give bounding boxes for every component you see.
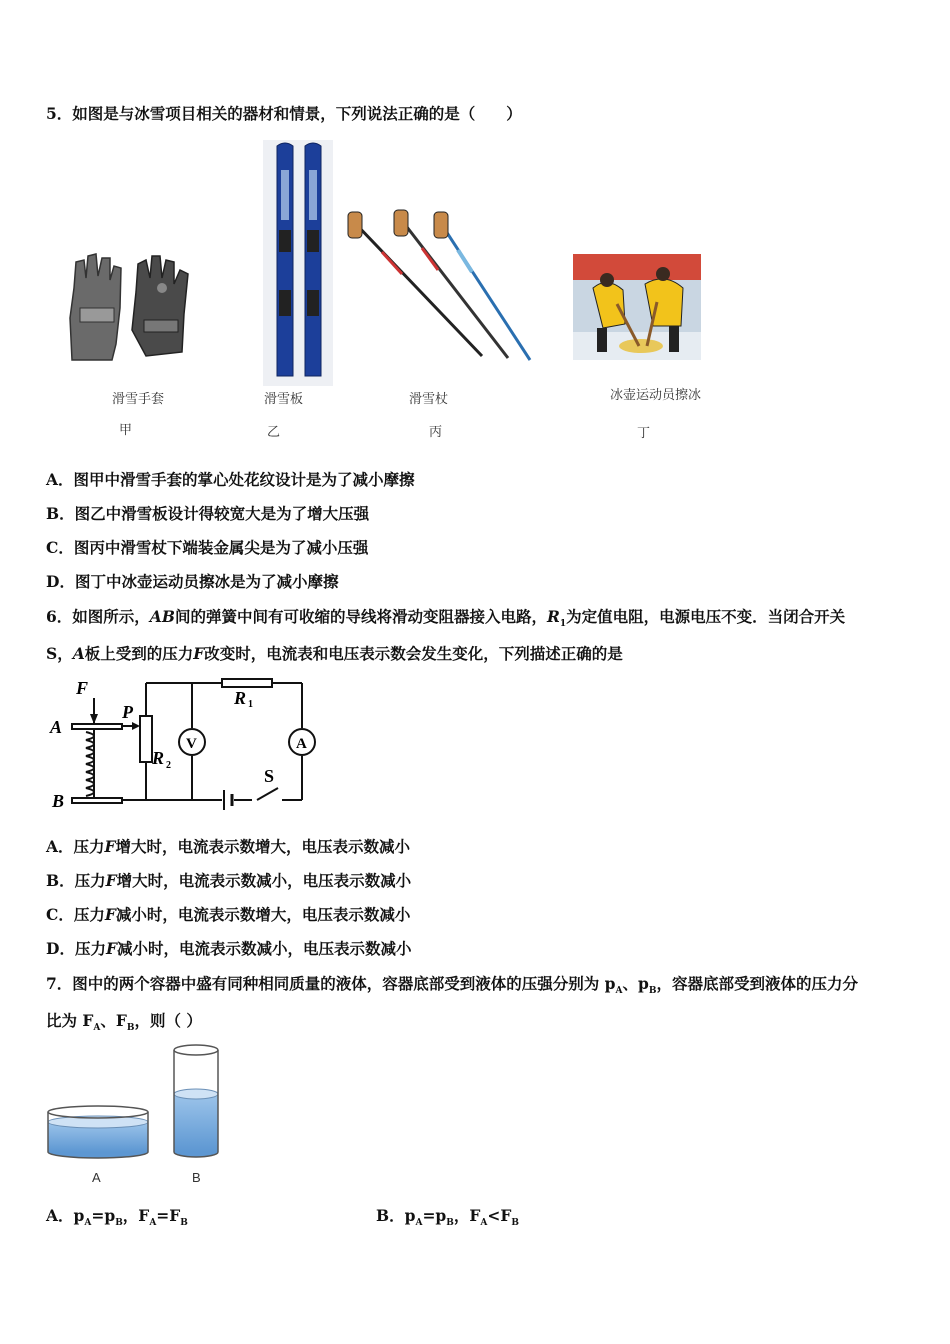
q5-option-b: B．图乙中滑雪板设计得较宽大是为了增大压强 — [46, 504, 370, 523]
label-r1-sub: 1 — [248, 699, 253, 710]
label-switch-s: S — [264, 766, 275, 786]
q7-stem-line2: 比为 $F_A$、$F_B$，则（ ） — [46, 1011, 202, 1034]
skis-image — [263, 140, 333, 386]
label-bing: 丙 — [429, 425, 443, 440]
label-r2-sub: 2 — [166, 760, 171, 771]
q6-stem-line1: 6．如图所示，AB间的弹簧中间有可收缩的导线将滑动变阻器接入电路，$R_1$为定值电阻，电源电压不变．当闭合开关 — [46, 607, 846, 630]
label-jia: 甲 — [119, 423, 133, 438]
q7-stem-line1: 7．图中的两个容器中盛有同种相同质量的液体，容器底部受到液体的压强分别为 $p_A$、$p_B$，容器底部受到液体的压力分 — [46, 974, 858, 997]
caption-gloves: 滑雪手套 — [112, 392, 165, 407]
ski-gloves-image — [66, 248, 194, 366]
q5-option-c: C．图丙中滑雪杖下端装金属尖是为了减小压强 — [46, 538, 369, 557]
q6-option-c: C．压力F减小时，电流表示数增大，电压表示数减小 — [46, 905, 411, 924]
q5-option-d: D．图丁中冰壶运动员擦冰是为了减小摩擦 — [46, 572, 339, 591]
label-slider-p: P — [122, 702, 133, 722]
q7-option-b: B．$p_A=p_B$，$F_A<F_B$ — [376, 1206, 519, 1229]
caption-skis: 滑雪板 — [264, 392, 304, 407]
label-ding: 丁 — [637, 426, 651, 441]
q5-stem: 5．如图是与冰雪项目相关的器材和情景，下列说法正确的是（ ） — [46, 104, 522, 123]
label-r1: R — [234, 688, 247, 708]
q5-option-a: A．图甲中滑雪手套的掌心处花纹设计是为了减小摩擦 — [46, 470, 415, 489]
label-force-f: F — [76, 678, 89, 698]
label-r2: R — [152, 748, 165, 768]
label-plate-b: B — [52, 791, 65, 811]
q6-option-d: D．压力F减小时，电流表示数减小，电压表示数减小 — [46, 939, 412, 958]
circuit-diagram — [46, 676, 326, 818]
label-yi: 乙 — [267, 425, 281, 440]
q6-option-b: B．压力F增大时，电流表示数减小，电压表示数减小 — [46, 871, 412, 890]
containers-figure — [46, 1042, 236, 1188]
q7-option-a: A．$p_A=p_B$，$F_A=F_B$ — [46, 1206, 188, 1229]
container-label-b: B — [192, 1170, 201, 1185]
q6-stem-line2: S，A板上受到的压力F改变时，电流表和电压表示数会发生变化，下列描述正确的是 — [46, 644, 623, 663]
ammeter-symbol: A — [296, 736, 307, 752]
q6-option-a: A．压力F增大时，电流表示数增大，电压表示数减小 — [46, 837, 411, 856]
voltmeter-symbol: V — [186, 736, 197, 752]
caption-poles: 滑雪杖 — [409, 392, 449, 407]
label-plate-a: A — [50, 717, 63, 737]
ski-poles-image — [342, 208, 534, 368]
container-label-a: A — [92, 1170, 101, 1185]
caption-curling: 冰壶运动员擦冰 — [610, 388, 702, 403]
curling-photo — [573, 254, 701, 360]
